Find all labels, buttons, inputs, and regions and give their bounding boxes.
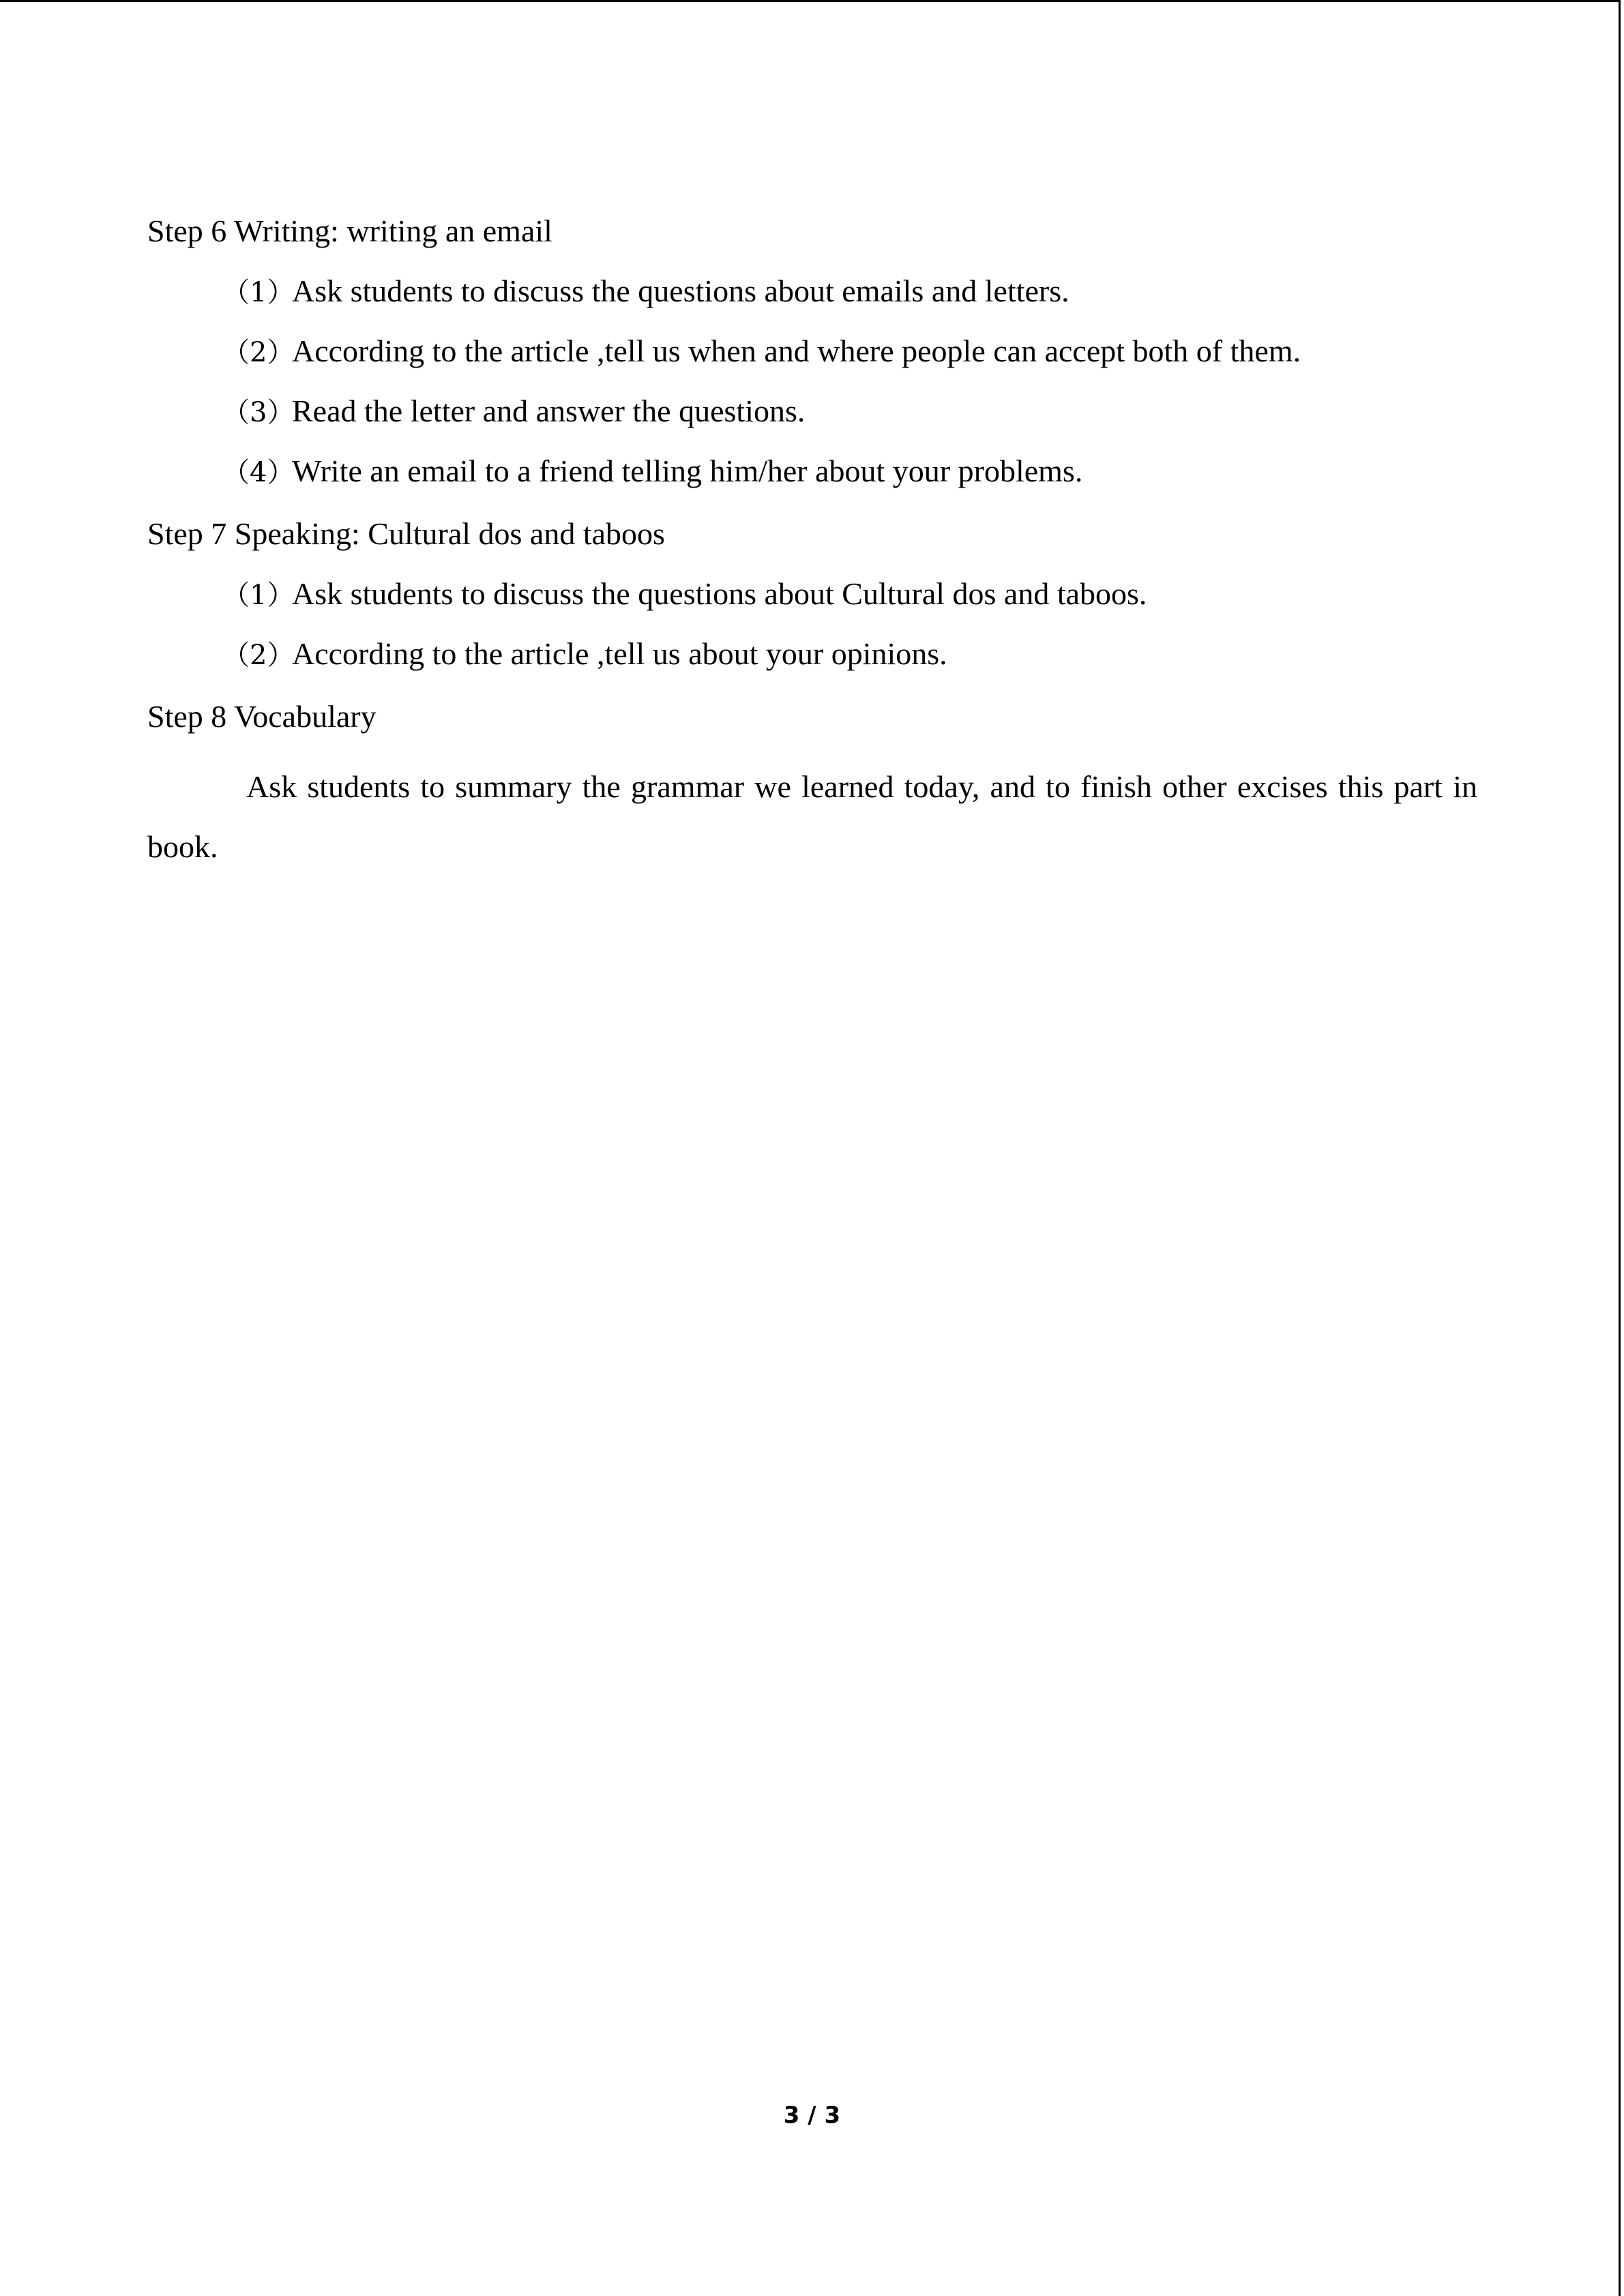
step-6-item-1	[147, 271, 1477, 331]
step-6-item-4	[147, 451, 1477, 511]
item-number: （1）	[222, 277, 295, 308]
step-6-item-3	[147, 391, 1477, 451]
step-7-item-1	[147, 574, 1477, 634]
step-6-item-2	[147, 331, 1477, 391]
item-text: Write an email to a friend telling him/her about your problems.	[292, 453, 1083, 488]
item-text: According to the article ,tell us about your opinions.	[292, 636, 947, 671]
item-number: （2）	[222, 640, 295, 671]
item-text: Read the letter and answer the questions.	[292, 393, 806, 428]
item-text: Ask students to discuss the questions about Cultural dos and taboos.	[292, 576, 1147, 611]
item-number: （3）	[222, 397, 295, 428]
step-8-heading: Step 8 Vocabulary	[147, 699, 377, 734]
item-text: Ask students to discuss the questions about emails and letters.	[292, 273, 1069, 308]
step-7-item-2	[147, 634, 1477, 694]
step-8-paragraph: Ask students to summary the grammar we learned today, and to finish other excises this part in book.	[147, 769, 1477, 864]
item-number: （1）	[222, 580, 295, 611]
item-text: According to the article ,tell us when and where people can accept both of them.	[292, 333, 1301, 368]
item-number: （4）	[222, 457, 295, 488]
page-number: 3 / 3	[783, 2102, 841, 2129]
step-7-heading: Step 7 Speaking: Cultural dos and taboos	[147, 516, 665, 551]
document-body	[147, 211, 1477, 877]
step-6-heading: Step 6 Writing: writing an email	[147, 213, 552, 248]
item-number: （2）	[222, 337, 295, 368]
